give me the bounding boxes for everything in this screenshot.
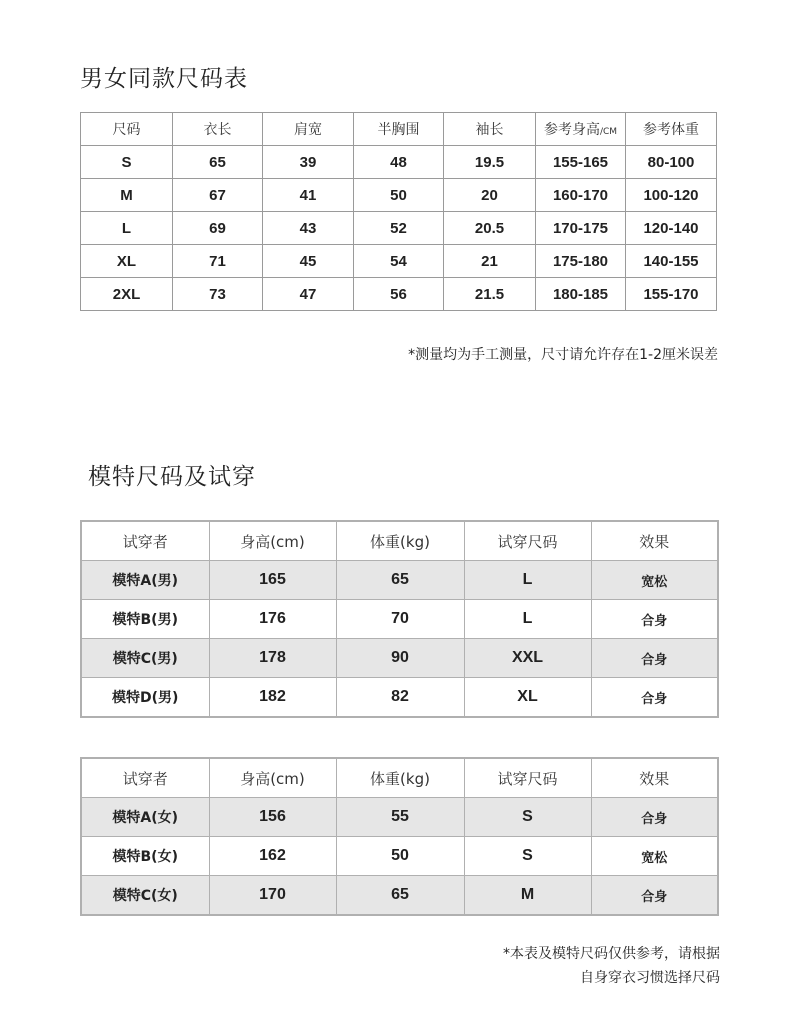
table-row [81, 245, 717, 278]
column-header: 效果 [591, 758, 718, 798]
column-header: 试穿尺码 [464, 521, 591, 561]
table-cell: 55 [336, 798, 464, 837]
height-unit: /CM [599, 127, 618, 137]
size-chart-header-row [81, 113, 717, 146]
table-cell: L [464, 561, 591, 600]
table-cell: 156 [209, 798, 336, 837]
table-cell: 65 [173, 146, 263, 179]
table-row [81, 678, 718, 718]
column-header: 半胸围 [354, 113, 444, 146]
table-cell: M [464, 876, 591, 916]
table-cell: 56 [354, 278, 444, 311]
table-cell: M [81, 179, 173, 212]
table-cell: 20 [444, 179, 536, 212]
table-cell: 80-100 [626, 146, 717, 179]
table-cell: 170-175 [536, 212, 626, 245]
size-chart-note: *测量均为手工测量，尺寸请允许存在1-2厘米误差 [408, 347, 718, 363]
table-cell: 模特C(女) [81, 876, 209, 916]
column-header: 肩宽 [263, 113, 354, 146]
table-cell: 合身 [591, 798, 718, 837]
column-header: 身高(cm) [209, 521, 336, 561]
column-header: 试穿者 [81, 521, 209, 561]
table-cell: 39 [263, 146, 354, 179]
table-cell: 70 [336, 600, 464, 639]
model-table-header-row [81, 521, 718, 561]
column-header: 试穿尺码 [464, 758, 591, 798]
table-cell: 47 [263, 278, 354, 311]
table-cell: 合身 [591, 639, 718, 678]
table-row [81, 561, 718, 600]
table-cell: L [464, 600, 591, 639]
table-cell: 165 [209, 561, 336, 600]
height-label: 参考身高 [543, 122, 600, 138]
table-cell: S [81, 146, 173, 179]
table-cell: 160-170 [536, 179, 626, 212]
table-cell: 180-185 [536, 278, 626, 311]
table-cell: 65 [336, 876, 464, 916]
table-cell: 50 [336, 837, 464, 876]
column-header: 体重(kg) [336, 758, 464, 798]
model-note-line-1: *本表及模特尺码仅供参考，请根据 [503, 946, 720, 962]
table-cell: 合身 [591, 678, 718, 718]
table-cell: 宽松 [591, 561, 718, 600]
table-row [81, 798, 718, 837]
column-header: 试穿者 [81, 758, 209, 798]
female-model-table [80, 757, 719, 916]
table-cell: 65 [336, 561, 464, 600]
table-cell: 162 [209, 837, 336, 876]
table-row [81, 600, 718, 639]
table-cell: S [464, 798, 591, 837]
table-cell: 182 [209, 678, 336, 718]
column-header: 袖长 [444, 113, 536, 146]
table-cell: 48 [354, 146, 444, 179]
table-cell: 82 [336, 678, 464, 718]
table-cell: 20.5 [444, 212, 536, 245]
table-cell: 71 [173, 245, 263, 278]
model-table-header-row [81, 758, 718, 798]
table-cell: 合身 [591, 600, 718, 639]
table-cell: 模特B(女) [81, 837, 209, 876]
table-cell: 模特A(女) [81, 798, 209, 837]
model-fitting-title: 模特尺码及试穿 [88, 464, 256, 490]
table-cell: 100-120 [626, 179, 717, 212]
table-cell: 43 [263, 212, 354, 245]
size-chart-table [80, 112, 717, 311]
table-cell: 175-180 [536, 245, 626, 278]
table-cell: 69 [173, 212, 263, 245]
table-cell: 178 [209, 639, 336, 678]
table-cell: 19.5 [444, 146, 536, 179]
column-header: 衣长 [173, 113, 263, 146]
table-row [81, 212, 717, 245]
table-cell: XXL [464, 639, 591, 678]
table-cell: 模特D(男) [81, 678, 209, 718]
table-cell: L [81, 212, 173, 245]
table-cell: 45 [263, 245, 354, 278]
table-cell: 176 [209, 600, 336, 639]
table-cell: 54 [354, 245, 444, 278]
table-cell: 170 [209, 876, 336, 916]
table-row [81, 876, 718, 916]
table-cell: 模特A(男) [81, 561, 209, 600]
table-cell: 合身 [591, 876, 718, 916]
table-cell: S [464, 837, 591, 876]
size-chart-title: 男女同款尺码表 [80, 66, 248, 92]
table-row [81, 837, 718, 876]
table-row [81, 639, 718, 678]
column-header: 体重(kg) [336, 521, 464, 561]
table-cell: 模特B(男) [81, 600, 209, 639]
model-note-line-2: 自身穿衣习惯选择尺码 [580, 970, 720, 986]
column-header: 尺码 [81, 113, 173, 146]
column-header-height [536, 113, 626, 146]
table-cell: XL [464, 678, 591, 718]
table-cell: 73 [173, 278, 263, 311]
table-cell: 50 [354, 179, 444, 212]
table-cell: XL [81, 245, 173, 278]
table-cell: 155-165 [536, 146, 626, 179]
column-header: 身高(cm) [209, 758, 336, 798]
table-cell: 2XL [81, 278, 173, 311]
table-cell: 模特C(男) [81, 639, 209, 678]
column-header: 参考体重 [626, 113, 717, 146]
table-cell: 155-170 [626, 278, 717, 311]
table-cell: 90 [336, 639, 464, 678]
table-cell: 41 [263, 179, 354, 212]
male-model-table [80, 520, 719, 718]
table-cell: 21 [444, 245, 536, 278]
table-cell: 67 [173, 179, 263, 212]
table-cell: 140-155 [626, 245, 717, 278]
table-cell: 120-140 [626, 212, 717, 245]
column-header: 效果 [591, 521, 718, 561]
table-row [81, 146, 717, 179]
table-cell: 21.5 [444, 278, 536, 311]
table-row [81, 278, 717, 311]
table-cell: 宽松 [591, 837, 718, 876]
table-cell: 52 [354, 212, 444, 245]
table-row [81, 179, 717, 212]
